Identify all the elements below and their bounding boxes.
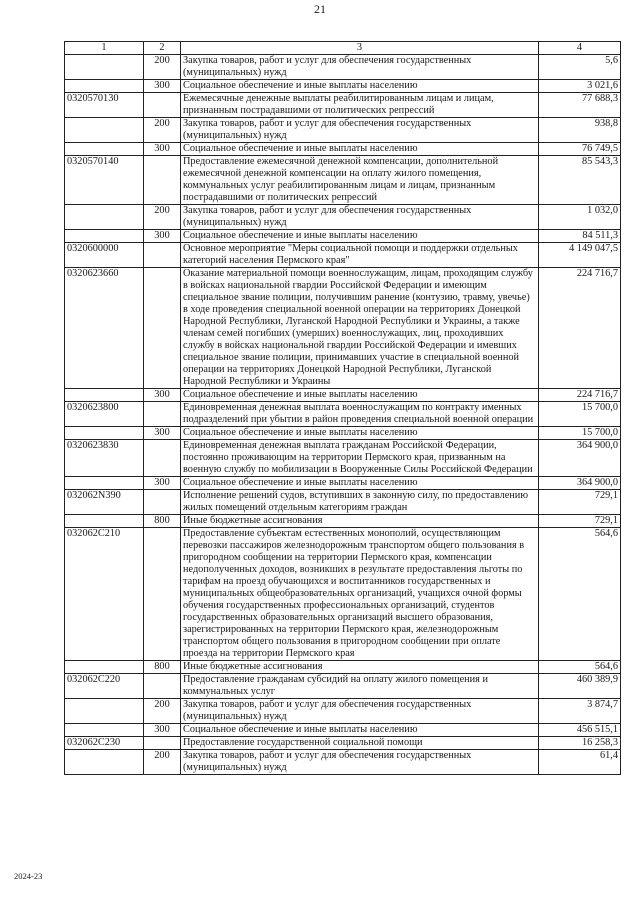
row-description: Единовременная денежная выплата гражданам Российской Федерации, постоянно проживающим на территории Пермского края, призванным на военную службу по мобилизации в Вооруженные Силы Российской Федерации: [181, 440, 539, 477]
table-row: [65, 528, 621, 661]
table-row: [65, 389, 621, 402]
row-kind: [144, 737, 181, 750]
row-description: Исполнение решений судов, вступивших в законную силу, по предоставлению жилых помещений отдельным категориям граждан: [181, 490, 539, 515]
row-description: Закупка товаров, работ и услуг для обеспечения государственных (муниципальных) нужд: [181, 699, 539, 724]
row-description: Предоставление государственной социальной помощи: [181, 737, 539, 750]
row-amount: 729,1: [539, 490, 621, 515]
row-code: 0320570140: [65, 156, 144, 205]
row-kind: 300: [144, 143, 181, 156]
row-kind: 200: [144, 205, 181, 230]
row-amount: 1 032,0: [539, 205, 621, 230]
table-row: [65, 156, 621, 205]
row-kind: 300: [144, 427, 181, 440]
table-row: [65, 268, 621, 389]
row-description: Социальное обеспечение и иные выплаты населению: [181, 427, 539, 440]
row-amount: 224 716,7: [539, 268, 621, 389]
row-code: [65, 699, 144, 724]
row-code: 0320623800: [65, 402, 144, 427]
row-code: [65, 750, 144, 775]
row-amount: 76 749,5: [539, 143, 621, 156]
row-kind: 300: [144, 389, 181, 402]
row-description: Основное мероприятие "Меры социальной помощи и поддержки отдельных категорий населения Пермского края": [181, 243, 539, 268]
row-code: 0320570130: [65, 93, 144, 118]
row-kind: [144, 674, 181, 699]
table-row: [65, 661, 621, 674]
row-description: Ежемесячные денежные выплаты реабилитированным лицам и лицам, признанным пострадавшими от политических репрессий: [181, 93, 539, 118]
row-kind: [144, 156, 181, 205]
header-row: [65, 42, 621, 55]
budget-table: [64, 41, 621, 775]
row-code: 0320623830: [65, 440, 144, 477]
row-amount: 15 700,0: [539, 402, 621, 427]
row-code: [65, 389, 144, 402]
row-description: Иные бюджетные ассигнования: [181, 515, 539, 528]
row-amount: 938,8: [539, 118, 621, 143]
row-kind: [144, 268, 181, 389]
row-code: 032062C220: [65, 674, 144, 699]
table-row: [65, 55, 621, 80]
row-code: [65, 80, 144, 93]
table-row: [65, 490, 621, 515]
row-code: [65, 118, 144, 143]
row-kind: 200: [144, 55, 181, 80]
row-code: [65, 427, 144, 440]
row-description: Предоставление гражданам субсидий на оплату жилого помещения и коммунальных услуг: [181, 674, 539, 699]
row-description: Закупка товаров, работ и услуг для обеспечения государственных (муниципальных) нужд: [181, 55, 539, 80]
row-description: Социальное обеспечение и иные выплаты населению: [181, 724, 539, 737]
row-code: [65, 661, 144, 674]
row-amount: 456 515,1: [539, 724, 621, 737]
row-code: [65, 477, 144, 490]
row-description: Единовременная денежная выплата военнослужащим по контракту именных подразделений при убытии в район проведения специальной военной операции: [181, 402, 539, 427]
row-code: 032062N390: [65, 490, 144, 515]
row-code: [65, 230, 144, 243]
row-description: Социальное обеспечение и иные выплаты населению: [181, 389, 539, 402]
table-row: [65, 243, 621, 268]
row-amount: 564,6: [539, 661, 621, 674]
row-description: Закупка товаров, работ и услуг для обеспечения государственных (муниципальных) нужд: [181, 750, 539, 775]
row-amount: 15 700,0: [539, 427, 621, 440]
row-code: [65, 143, 144, 156]
row-amount: 3 874,7: [539, 699, 621, 724]
row-code: [65, 724, 144, 737]
row-kind: 800: [144, 515, 181, 528]
row-kind: [144, 440, 181, 477]
row-amount: 5,6: [539, 55, 621, 80]
row-description: Социальное обеспечение и иные выплаты населению: [181, 80, 539, 93]
row-code: 032062C210: [65, 528, 144, 661]
row-code: [65, 55, 144, 80]
table-row: [65, 205, 621, 230]
row-kind: 300: [144, 724, 181, 737]
table-row: [65, 93, 621, 118]
table-row: [65, 515, 621, 528]
row-description: Социальное обеспечение и иные выплаты населению: [181, 477, 539, 490]
table-body: [65, 42, 621, 775]
row-kind: 300: [144, 230, 181, 243]
table-row: [65, 402, 621, 427]
row-code: [65, 205, 144, 230]
table-row: [65, 80, 621, 93]
row-code: 0320623660: [65, 268, 144, 389]
row-description: Предоставление субъектам естественных монополий, осуществляющим перевозки пассажиров железнодорожным транспортом общего пользования в пригородном сообщении на территории Пермского края, компенсации недополученных доходов, возникших в результате предоставления льготы по тарифам на проезд обучающихся и воспитанников государственных и муниципальных общеобразовательных организаций, учащихся очной формы обучения государственных профессиональных организаций, студентов государственных образовательных организаций высшего образования, зарегистрированных на территории Пермского края, железнодорожным транспортом общего пользования в пригородном сообщении при оплате проезда на территории Пермского края: [181, 528, 539, 661]
row-amount: 84 511,3: [539, 230, 621, 243]
row-description: Социальное обеспечение и иные выплаты населению: [181, 143, 539, 156]
row-description: Предоставление ежемесячной денежной компенсации, дополнительной ежемесячной денежной компенсации на оплату жилого помещения, коммунальных услуг реабилитированным лицам и лицам, признанным пострадавшими от политических репрессий: [181, 156, 539, 205]
row-amount: 61,4: [539, 750, 621, 775]
row-amount: 364 900,0: [539, 440, 621, 477]
row-kind: [144, 490, 181, 515]
row-amount: 729,1: [539, 515, 621, 528]
row-kind: 200: [144, 750, 181, 775]
row-description: Закупка товаров, работ и услуг для обеспечения государственных (муниципальных) нужд: [181, 118, 539, 143]
row-kind: [144, 402, 181, 427]
row-kind: [144, 93, 181, 118]
row-amount: 460 389,9: [539, 674, 621, 699]
table-row: [65, 724, 621, 737]
row-kind: [144, 528, 181, 661]
table-row: [65, 674, 621, 699]
row-description: Закупка товаров, работ и услуг для обеспечения государственных (муниципальных) нужд: [181, 205, 539, 230]
header-cell-1: 1: [65, 42, 144, 55]
row-description: Социальное обеспечение и иные выплаты населению: [181, 230, 539, 243]
table-row: [65, 118, 621, 143]
row-description: Иные бюджетные ассигнования: [181, 661, 539, 674]
row-amount: 224 716,7: [539, 389, 621, 402]
row-kind: 800: [144, 661, 181, 674]
row-amount: 4 149 047,5: [539, 243, 621, 268]
row-amount: 16 258,3: [539, 737, 621, 750]
row-description: Оказание материальной помощи военнослужащим, лицам, проходящим службу в войсках национальной гвардии Российской Федерации и имеющим специальное звание полиции, получившим ранение (контузию, травму, увечье) в ходе проведения специальной военной операции на территориях Донецкой Народной Республики, Луганской Народной Республики и Украины, а также членам семей погибших (умерших) военнослужащих, лиц, проходивших службу в войсках национальной гвардии Российской Федерации и имевших специальное звание полиции, принимавших участие в специальной военной операции на территориях Донецкой Народной Республики, Луганской Народной Республики и Украины: [181, 268, 539, 389]
row-kind: 200: [144, 118, 181, 143]
row-code: 032062C230: [65, 737, 144, 750]
row-kind: 300: [144, 80, 181, 93]
table-row: [65, 699, 621, 724]
row-kind: [144, 243, 181, 268]
footer-note: 2024-23: [14, 871, 43, 881]
table-row: [65, 427, 621, 440]
row-code: 0320600000: [65, 243, 144, 268]
row-amount: 85 543,3: [539, 156, 621, 205]
table-row: [65, 750, 621, 775]
table-row: [65, 440, 621, 477]
row-amount: 564,6: [539, 528, 621, 661]
header-cell-3: 3: [181, 42, 539, 55]
row-kind: 300: [144, 477, 181, 490]
row-amount: 364 900,0: [539, 477, 621, 490]
header-cell-2: 2: [144, 42, 181, 55]
table-row: [65, 230, 621, 243]
table-row: [65, 737, 621, 750]
row-amount: 77 688,3: [539, 93, 621, 118]
row-kind: 200: [144, 699, 181, 724]
header-cell-4: 4: [539, 42, 621, 55]
table-row: [65, 143, 621, 156]
page-number: 21: [314, 2, 326, 16]
row-code: [65, 515, 144, 528]
table-row: [65, 477, 621, 490]
row-amount: 3 021,6: [539, 80, 621, 93]
